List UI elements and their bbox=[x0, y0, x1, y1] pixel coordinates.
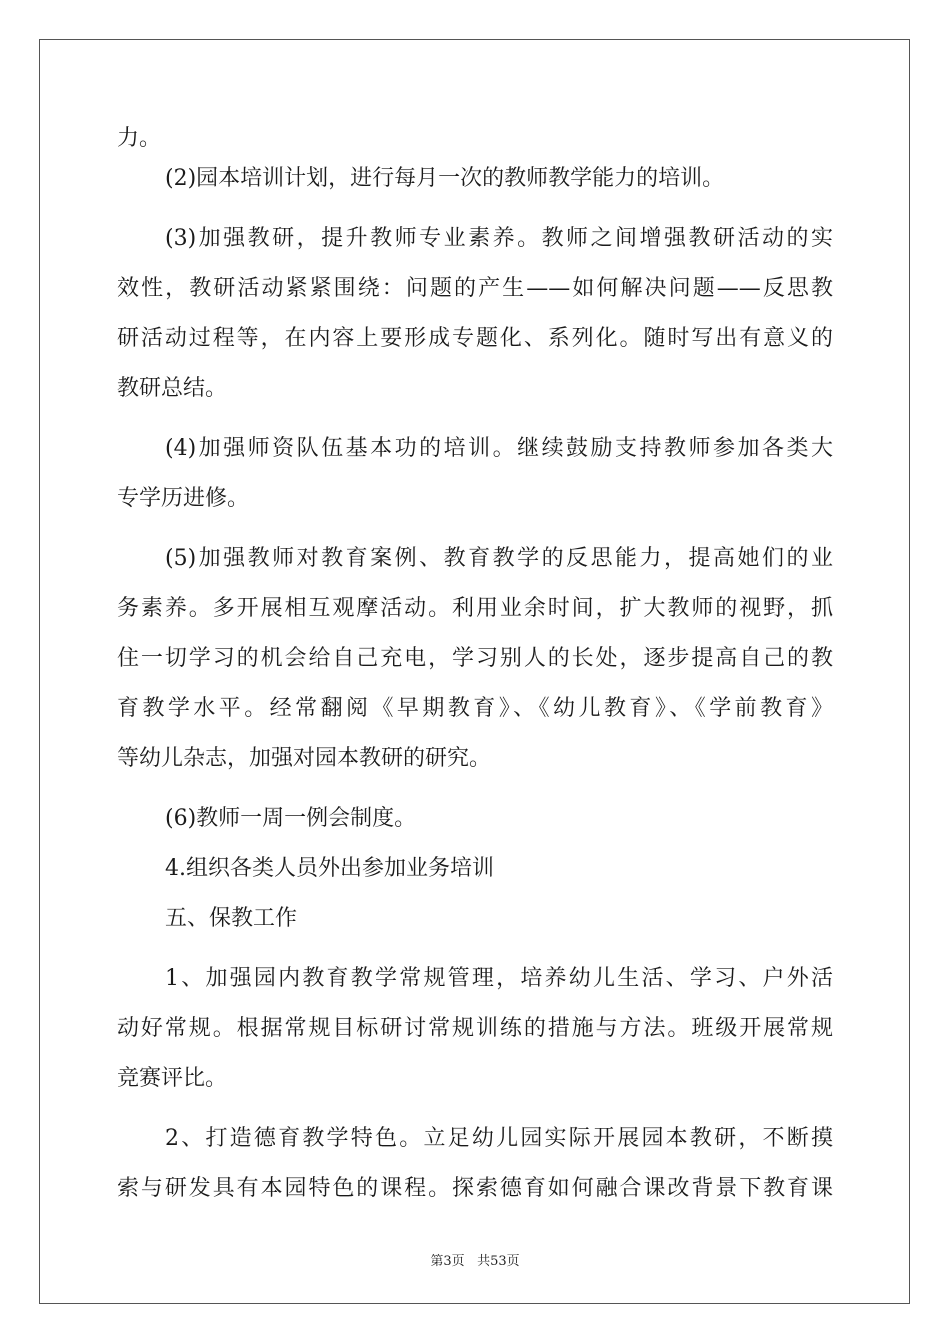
paragraph-line: (3)加强教研，提升教师专业素养。教师之间增强教研活动的实 bbox=[165, 226, 833, 251]
paragraph-line: 专学历进修。 bbox=[117, 486, 250, 511]
page-number: 第3页 bbox=[430, 1254, 465, 1269]
paragraph-line: 力。 bbox=[117, 126, 162, 151]
page-footer bbox=[0, 1250, 950, 1269]
paragraph-line: 研活动过程等，在内容上要形成专题化、系列化。随时写出有意义的 bbox=[117, 326, 833, 351]
paragraph-line: 务素养。多开展相互观摩活动。利用业余时间，扩大教师的视野，抓 bbox=[117, 596, 833, 621]
paragraph-line: 2、打造德育教学特色。立足幼儿园实际开展园本教研，不断摸 bbox=[165, 1126, 833, 1151]
paragraph-line: 动好常规。根据常规目标研讨常规训练的措施与方法。班级开展常规 bbox=[117, 1016, 833, 1041]
paragraph-line: 教研总结。 bbox=[117, 376, 228, 401]
paragraph-line: (4)加强师资队伍基本功的培训。继续鼓励支持教师参加各类大 bbox=[165, 436, 833, 461]
paragraph-line: 效性，教研活动紧紧围绕：问题的产生——如何解决问题——反思教 bbox=[117, 276, 833, 301]
paragraph-line: 1、加强园内教育教学常规管理，培养幼儿生活、学习、户外活 bbox=[165, 966, 833, 991]
paragraph-line: 竞赛评比。 bbox=[117, 1066, 228, 1091]
paragraph-line: 4.组织各类人员外出参加业务培训 bbox=[165, 856, 494, 881]
paragraph-line: 索与研发具有本园特色的课程。探索德育如何融合课改背景下教育课 bbox=[117, 1176, 833, 1201]
paragraph-line: (5)加强教师对教育案例、教育教学的反思能力，提高她们的业 bbox=[165, 546, 833, 571]
paragraph-line: 等幼儿杂志，加强对园本教研的研究。 bbox=[117, 746, 492, 771]
paragraph-line: 育教学水平。经常翻阅《早期教育》、《幼儿教育》、《学前教育》 bbox=[117, 696, 833, 721]
paragraph-line: 五、保教工作 bbox=[165, 906, 298, 931]
paragraph-line: (6)教师一周一例会制度。 bbox=[165, 806, 417, 831]
paragraph-line: (2)园本培训计划，进行每月一次的教师教学能力的培训。 bbox=[165, 166, 725, 191]
page-total: 共53页 bbox=[477, 1254, 520, 1269]
paragraph-line: 住一切学习的机会给自己充电，学习别人的长处，逐步提高自己的教 bbox=[117, 646, 833, 671]
